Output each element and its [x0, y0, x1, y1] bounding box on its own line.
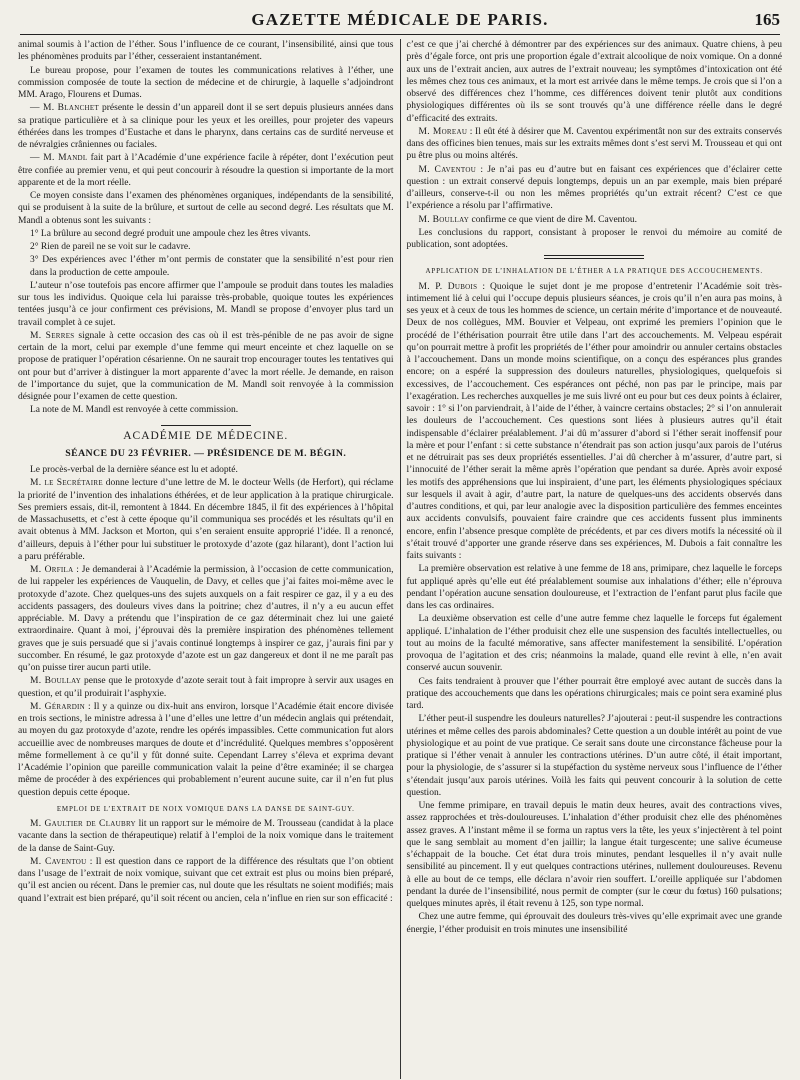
- paragraph: Chez une autre femme, qui éprouvait des douleurs très-vives qu’elle exprimait avec une grande énergie, l’éther produisit en trois minutes une insensibilité: [406, 912, 782, 935]
- paragraph: [18, 818, 394, 855]
- paragraph: La note de M. Mandl est renvoyée à cette commission.: [30, 405, 239, 416]
- section-title: ACADÉMIE DE MÉDECINE.: [123, 429, 289, 442]
- paragraph-text: donne lecture d’une lettre de M. le docteur Wells (de Herfort), qui réclame la priorité de l’invention des inhalations éthérées, et de leur application à la pratique chirurgicale. Ses premiers essais, dit-il, remontent à 1844. En décembre 1845, il fit des expériences à l’hôpital de Massachusetts, et c’est à cette époque qu’il communiqua ses procédés et les résultats qu’il en avait obtenus à MM. Jackson et Morton, qui s’en seraient ensuite approprié l’idée. Il a renoncé, d’ailleurs, depuis à l’éther pour lui substituer le protoxyde d’azote (gaz hilarant), dont l’action lui a paru préférable.: [18, 478, 394, 562]
- paragraph-text: confirme ce que vient de dire M. Caventou.: [469, 214, 637, 225]
- paragraph: [407, 164, 783, 213]
- paragraph: [18, 701, 394, 799]
- paragraph: L’auteur n’ose toutefois pas encore affirmer que l’ampoule se produit dans toutes les maladies sur tous les individus. Quoique cela lui paraisse très-probable, quoique toutes les expériences tentées jusqu’à ce jour confirment ces prévisions, M. Mandl se propose d’envoyer plus tard un travail complet à ce sujet.: [18, 280, 394, 328]
- left-column: [18, 39, 400, 1079]
- journal-title: GAZETTE MÉDICALE DE PARIS.: [251, 10, 549, 29]
- page-number: 165: [754, 10, 780, 29]
- paragraph: [407, 214, 783, 226]
- paragraph: Le bureau propose, pour l’examen de toutes les communications relatives à l’éther, une commission composée de toute la section de médecine et de chirurgie, à laquelle s’adjoindront MM. Arago, Flourens et Dumas.: [18, 65, 394, 100]
- list-item: 2° Rien de pareil ne se voit sur le cadavre.: [30, 242, 191, 252]
- paragraph: Les conclusions du rapport, consistant à proposer le renvoi du mémoire au comité de publication, sont adoptées.: [406, 227, 782, 250]
- speaker-name: M. Boullay: [418, 214, 470, 225]
- right-column: [401, 39, 783, 1079]
- paragraph: [18, 477, 394, 563]
- paragraph-text: : Il eût été à désirer que M. Caventou expérimentât non sur des extraits conservés dans des officines bien tenues, mais sur les extraits mêmes dont s’est servi M. Trousseau et qui ont pu être plus ou moins altérés.: [406, 126, 782, 162]
- paragraph: Ce moyen consiste dans l’examen des phénomènes organiques, indépendants de la sensibilité, qui se produisent à la suite de la brûlure, et surtout de celle au second degré. Les résultats que M. Mandl a obtenus sont les suivants :: [18, 191, 394, 226]
- list-item: 3° Des expériences avec l’éther m’ont permis de constater que la sensibilité n’est pour rien dans la production de cette ampoule.: [30, 255, 394, 278]
- paragraph: La première observation est relative à une femme de 18 ans, primipare, chez laquelle le forceps fut appliqué après qu’elle eut été préalablement soumise aux inhalations d’éther; elle n’éprouva pendant l’opération aucune sensation douloureuse, et l’extraction de l’enfant parut plus facile que dans les cas ordinaires.: [406, 564, 782, 611]
- paragraph-text: : Il y a quinze ou dix-huit ans environ, lorsque l’Académie était encore divisée en trois sections, le ministre adressa à l’une d’elles une lettre d’un médecin anglais qui prétendait, au moyen du gaz protoxyde d’azote, rendre les opérés impassibles. Cette communication fut alors accueillie avec de nombreuses marques de doute et d’incrédulité. Quelques membres s’opposèrent même formellement à ce qu’il y fût donné suite. Cependant Larrey s’éleva et exprima devant l’Académie l’opinion que pareille communication valait la peine d’être examinée; il se chargea même de procéder à des expériences qui probablement n’eurent aucune suite, car il n’en fut plus question depuis cette époque.: [18, 701, 394, 798]
- speaker-name: — M. Blanchet: [30, 103, 100, 114]
- speaker-name: M. Boullay: [30, 676, 82, 687]
- paragraph: [18, 152, 394, 189]
- paragraph: [18, 330, 394, 404]
- paragraph: Ces faits tendraient à prouver que l’éther pourrait être employé avec autant de succès dans la pratique des accouchements que dans les opérations chirurgicales; mais ce point sera examiné plus tard.: [406, 676, 782, 711]
- page-header: [20, 8, 780, 35]
- paragraph-text: : Il est question dans ce rapport de la différence des résultats que l’on obtient dans l’usage de l’extrait de noix vomique, suivant que cet extrait est plus ou moins bien préparé, qu’il est ancien ou récent. Dans le premier cas, nul doute que les résultats ne soient modifiés; mais quand l’extrait est bien préparé, qu’il soit récent ou ancien, cela n’influe en rien sur son efficacité :: [18, 856, 394, 904]
- paragraph: c’est ce que j’ai cherché à démontrer par des expériences sur des animaux. Quatre chiens, à peu près d’égale force, ont pris une proportion égale d’extrait alcoolique de noix vomique. On a donné aux uns de l’extrait ancien, aux autres de l’extrait nouveau; les symptômes d’intoxication ont été les mêmes chez tous ces animaux, et la mort est arrivée dans le même temps. Je crois que si l’on a observé des différences chez l’homme, ces différences doivent tenir plutôt aux conditions physiologiques différentes où ils se sont trouvés qu’à une différence réelle dans le degré d’efficacité des extraits.: [406, 40, 782, 124]
- paragraph-text: lit un rapport sur le mémoire de M. Trousseau (candidat à la place vacante dans la section de thérapeutique) relatif à l’emploi de la noix vomique dans le traitement de la danse de Saint-Guy.: [18, 819, 394, 854]
- paragraph-text: signale à cette occasion des cas où il est très-pénible de ne pas avoir de signe certain de la mort, celui par exemple d’une femme qui meurt enceinte et chez laquelle on se propose de pratiquer l’opération césarienne. On ne saurait trop encourager toutes les tentatives qui ont pour but d’arriver à distinguer la mort apparente d’avec la mort réelle. Je demande, en raison de l’importance du sujet, que la communication de M. Mandl soit renvoyée à la commission désignée pour l’examen de cette question.: [18, 330, 394, 402]
- paragraph: animal soumis à l’action de l’éther. Sous l’influence de ce courant, l’insensibilité, ainsi que tous les phénomènes produits par l’éther, cesseraient instantanément.: [18, 40, 394, 63]
- paragraph: [18, 564, 394, 674]
- session-heading: SÉANCE DU 23 FÉVRIER. — PRÉSIDENCE DE M. BÉGIN.: [65, 447, 347, 459]
- list-item: 1° La brûlure au second degré produit une ampoule chez les êtres vivants.: [30, 228, 311, 239]
- paragraph: La deuxième observation est celle d’une autre femme chez laquelle le forceps fut également appliqué. L’inhalation de l’éther produisit chez elle une suspension des facultés intellectuelles, ou tout au moins de la faculté mémorative, sans affecter manifestement la sensibilité. L’opération provoqua de l’agitation et des cris; néanmoins la malade, quand elle revint à elle, n’en avait conservé aucun souvenir.: [406, 614, 782, 674]
- speaker-name: — M. Mandl: [30, 153, 88, 164]
- paragraph: [18, 856, 394, 905]
- paragraph: [407, 126, 783, 163]
- paragraph: Le procès-verbal de la dernière séance est lu et adopté.: [30, 465, 238, 475]
- paragraph-text: : Quoique le sujet dont je me propose d’entretenir l’Académie soit très-intimement lié à celui qui l’occupe depuis plusieurs séances, je crois qu’il n’en aura pas moins, à ses yeux et à ceux de tous les hommes de science, un certain mérite d’importance et de nouveauté. Deux de nos collègues, MM. Bouvier et Velpeau, ont exprimé les premiers l’opinion que le procédé de l’éthérisation pourrait être utile dans l’art des accouchements. M. Velpeau espérait qu’on pourrait mettre à profit les propriétés de l’éther pour amoindrir ou annuler certains obstacles à l’accouchement. Dans un monde moins scientifique, on a conçu des espérances plus grandes encore; on a espéré la suppression des douleurs naturelles, physiologiques, quelquefois si excessives, de l’accouchement. Ces espérances ont péché, non pas par le principe, mais par l’exagération. Les recherches auxquelles je me suis livré ont eu pour but ces deux points à éclairer, savoir : 1° si l’on parviendrait, à l’aide de l’éther, à vaincre certains obstacles; 2° si l’on annulerait les douleurs de l’accouchement. Ces questions sont liées à plusieurs autres qu’il était indispensable d’éclairer préalablement. J’ai dû m’assurer d’abord si l’éther serait inoffensif pour la mère et pour l’enfant : si cette substance n’étendrait pas son action jusqu’aux parois de l’utérus et ne détruirait pas ses deux propriétés essentielles. J’ai dû chercher à m’assurer, d’autre part, si l’innocuité de l’éther serait la même après l’opération que pendant sa durée. Après avoir exposé les motifs des appréhensions que lui inspiraient, d’une part, les éléments physiologiques spéciaux sur lesquels il avait à agir, d’autre part, la nature de quelques-uns des accidents observés dans d’autres conditions, et qui, par leur analogie avec la disposition particulière des femmes enceintes aux accidents convulsifs, pouvaient faire craindre que ces accidents fussent plus imminents encore, enfin l’absence presque complète de précédents, et par ces divers motifs la nécessité où il s’était trouvé d’apporter une grande réserve dans ses expériences, M. Dubois a fait connaître les faits suivants :: [406, 281, 782, 561]
- subsection-heading: EMPLOI DE L’EXTRAIT DE NOIX VOMIQUE DANS LA DANSE DE SAINT-GUY.: [56, 804, 355, 813]
- speaker-name: M. Serres: [30, 330, 75, 341]
- paragraph: [18, 102, 394, 151]
- text-columns: [18, 39, 782, 1079]
- section-divider: [161, 425, 251, 426]
- paragraph: [18, 675, 394, 700]
- paragraph-text: présente le dessin d’un appareil dont il se sert depuis plusieurs années dans sa pratique particulière et à sa clinique pour les yeux et les oreilles, pour projeter des vapeurs éthérées dans les trompes d’Eustache et dans le pharynx, dans certains cas de surdité nerveuse et de névralgies crâniennes ou faciales.: [18, 103, 394, 150]
- speaker-name: M. Gaultier de Claubry: [30, 819, 136, 829]
- paragraph-text: : Je n’ai pas eu d’autre but en faisant ces expériences que d’éclairer cette question : un extrait conservé depuis longtemps, depuis un an par exemple, mais bien préparé d’ailleurs, conserve-t-il ou non les mêmes propriétés qu’un extrait récent? C’est ce que l’expérience a résolu par l’affirmative.: [406, 164, 782, 212]
- paragraph-text: fait part à l’Académie d’une expérience facile à répéter, dont l’exécution peut être confiée au premier venu, et qui peut concourir à résoudre la question si importante de la mort apparente et de la mort réelle.: [18, 153, 394, 188]
- speaker-name: M. le Secrétaire: [30, 478, 103, 489]
- speaker-name: M. Moreau: [418, 126, 468, 137]
- section-divider: [544, 255, 644, 259]
- speaker-name: M. Caventou: [418, 164, 477, 175]
- paragraph: [407, 281, 783, 563]
- speaker-name: M. Caventou: [30, 856, 87, 867]
- paragraph: L’éther peut-il suspendre les douleurs naturelles? J’ajouterai : peut-il suspendre les contractions utérines et même celles des parois abdominales? Cette question a un double intérêt au point de vue physiologique et au point de vue pratique. Ce serait sans doute une circonstance fâcheuse pour la pratique si l’éther venait à annuler les contractions utérines. D’un autre côté, il était important, pour la physiologie, de s’assurer si la stupéfaction du système nerveux sous l’influence de l’éther s’étendait jusqu’aux parois utérines. Voilà les faits qui peuvent concourir à la solution de cette question.: [406, 714, 782, 798]
- paragraph-text: pense que le protoxyde d’azote serait tout à fait impropre à servir aux usages en question, et qu’il produirait l’asphyxie.: [18, 676, 394, 699]
- subsection-heading: APPLICATION DE L’INHALATION DE L’ÉTHER A LA PRATIQUE DES ACCOUCHEMENTS.: [425, 267, 763, 276]
- paragraph: Une femme primipare, en travail depuis le matin deux heures, avait des contractions vives, assez rapprochées et très-douloureuses. L’inhalation d’éther produisit chez elle des phénomènes assez graves. A l’instant même il se forma un raptus vers la tête, les yeux s’injectèrent à tel point que le sang semblait au moment d’en jaillir; la langue était turgescente; une salive écumeuse s’échappait de la bouche. Cet état dura trois minutes, pendant lesquelles il n’y avait nulle sensibilité au pincement. Il y eut quelques contractions utérines, nullement douloureuses. Revenu à elle au bout de ce temps, elle déclara n’avoir rien souffert. L’oreille appliquée sur l’abdomen pendant la durée de l’insensibilité, nous permit de compter (sur le cœur du fœtus) 160 pulsations; quelques minutes après, il était revenu à 125, son type normal.: [406, 801, 782, 909]
- speaker-name: M. Gérardin: [30, 701, 86, 712]
- paragraph-text: : Je demanderai à l’Académie la permission, à l’occasion de cette communication, de lui rappeler les expériences de Vauquelin, de Davy, et celles que j’ai faites moi-même avec le protoxyde d’azote. Chez quelques-uns des sujets auxquels on a fait respirer ce gaz, il y a eu des accidents passagers, des douleurs vives dans la poitrine; chez d’autres, il n’y a eu aucun effet appréciable. M. Davy a prétendu que l’inspiration de ce gaz déterminait chez lui une gaieté extraordinaire. Quant à moi, j’éprouvai dès la première inspiration des phénomènes tellement graves que je suis persuadé que si j’avais continué longtemps à inspirer ce gaz, j’aurais fini par y succomber. En résumé, le gaz protoxyde d’azote est un gaz dangereux et dont il ne me paraît pas qu’on puisse tirer aucun parti utile.: [18, 565, 394, 673]
- speaker-name: M. P. Dubois: [418, 281, 478, 292]
- speaker-name: M. Orfila: [30, 565, 74, 575]
